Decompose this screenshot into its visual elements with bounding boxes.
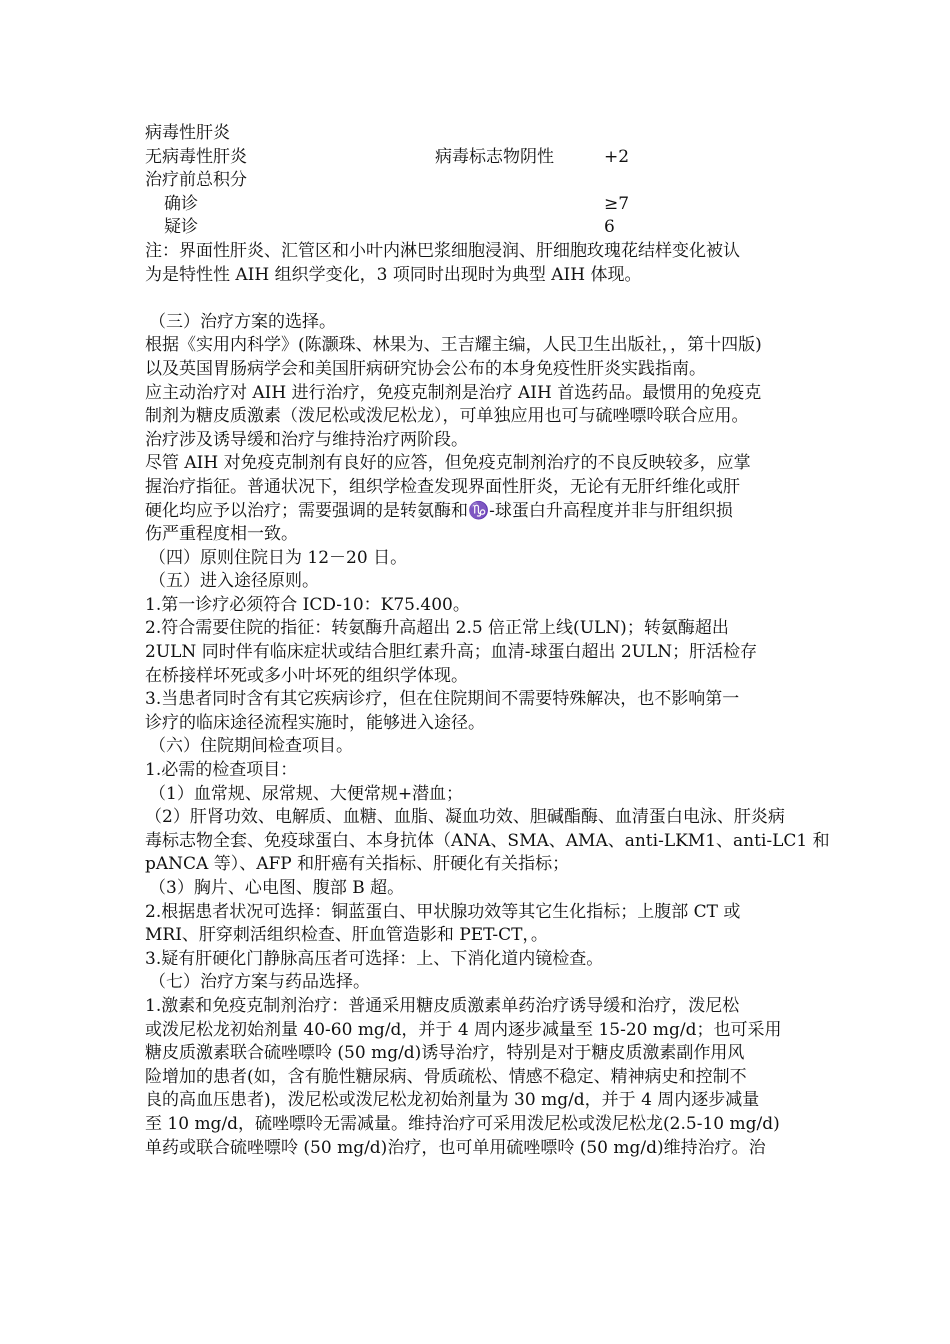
text-line: 诊疗的临床途径流程实施时，能够进入途径。 [145,712,485,733]
text-line: 治疗涉及诱导缓和治疗与维持治疗两阶段。 [145,429,468,450]
text-line: 3.疑有肝硬化门静脉高压者可选择：上、下消化道内镜检查。 [145,948,604,969]
text-line: 制剂为糖皮质激素（泼尼松或泼尼松龙），可单独应用也可与硫唑嘌呤联合应用。 [145,406,749,427]
text-line: 注：界面性肝炎、汇管区和小叶内淋巴浆细胞浸润、肝细胞玫瑰花结样变化被认 [145,240,740,261]
text-line: 2.符合需要住院的指征：转氨酶升高超出 2.5 倍正常上线(ULN)；转氨酶超出 [145,618,729,639]
score-item: 确诊 [164,193,198,214]
text-line: 1.第一诊疗必须符合 ICD-10：K75.400。 [145,594,470,615]
blank-line [145,287,809,311]
section-heading: （五）进入途径原则。 [149,571,319,592]
section-heading: （六）住院期间检查项目。 [149,736,353,757]
score-value: +2 [604,146,630,167]
section-heading: （七）治疗方案与药品选择。 [149,972,370,993]
body-text [145,240,830,1160]
text-line: MRI、肝穿刺活组织检查、肝血管造影和 PET-CT，。 [145,925,548,946]
text-line: 握治疗指征。普通状况下，组织学检查发现界面性肝炎，无论有无肝纤维化或肝 [145,476,740,497]
text-line: 根据《实用内科学》(陈灏珠、林果为、王吉耀主编，人民卫生出版社，，第十四版) [145,335,762,356]
text-line: 至 10 mg/d，硫唑嘌呤无需减量。维持治疗可采用泼尼松或泼尼松龙(2.5-10 mg/d) [145,1113,780,1134]
text-line: 1.激素和免疫克制剂治疗：普通采用糖皮质激素单药治疗诱导缓和治疗，泼尼松 [145,995,740,1016]
text-line: 险增加的患者(如，含有脆性糖尿病、骨质疏松、情感不稳定、精神病史和控制不 [145,1066,747,1087]
text-line: 2ULN 同时伴有临床症状或结合胆红素升高；血清-球蛋白超出 2ULN；肝活检存 [145,642,758,663]
score-row [145,146,809,170]
text-line: （3）胸片、心电图、腹部 B 超。 [149,878,405,898]
text-line: 糖皮质激素联合硫唑嘌呤 (50 mg/d)诱导治疗，特别是对于糖皮质激素副作用风 [145,1043,745,1064]
score-row [145,216,809,240]
text-line: 尽管 AIH 对免疫克制剂有良好的应答，但免疫克制剂治疗的不良反映较多，应掌 [145,453,751,474]
text-line: 良的高血压患者)，泼尼松或泼尼松龙初始剂量为 30 mg/d，并于 4 周内逐步减量 [145,1090,760,1111]
section-heading: （三）治疗方案的选择。 [149,311,336,332]
text-line: （2）肝肾功效、电解质、血糖、血脂、凝血功效、胆碱酯酶、血清蛋白电泳、肝炎病 [145,807,785,828]
text-line: 或泼尼松龙初始剂量 40-60 mg/d，并于 4 周内逐步减量至 15-20 mg/d；也可采用 [145,1019,782,1040]
score-item: 治疗前总积分 [145,170,247,191]
text-line: 单药或联合硫唑嘌呤 (50 mg/d)治疗，也可单用硫唑嘌呤 (50 mg/d)维持治疗。治 [145,1137,766,1158]
text-line: 为是特性性 AIH 组织学变化，3 项同时出现时为典型 AIH 体现。 [145,264,642,285]
document-page [145,122,830,1160]
text-line: 应主动治疗对 AIH 进行治疗，免疫克制剂是治疗 AIH 首选药品。最惯用的免疫克 [145,382,762,403]
text-line: 毒标志物全套、免疫球蛋白、本身抗体（ANA、SMA、AMA、anti-LKM1、anti-LC1 和 [145,830,830,851]
score-row [145,193,809,217]
score-row [145,169,809,193]
score-item: 疑诊 [164,217,198,238]
text-line: 以及英国胃肠病学会和美国肝病研究协会公布的本身免疫性肝炎实践指南。 [145,358,706,379]
text-line: 伤严重程度相一致。 [145,524,298,545]
score-value: 6 [604,217,615,238]
score-item: 病毒性肝炎 [145,123,230,143]
text-line: 1.必需的检查项目： [145,760,298,781]
text-line: 在桥接样坏死或多小叶坏死的组织学体现。 [145,665,468,686]
text-line: （1）血常规、尿常规、大便常规+潜血； [149,783,464,804]
text-line: pANCA 等）、AFP 和肝癌有关指标、肝硬化有关指标； [145,854,570,875]
score-value: ≥7 [604,193,630,214]
section-heading: （四）原则住院日为 12－20 日。 [149,547,408,568]
text-line: 2.根据患者状况可选择：铜蓝蛋白、甲状腺功效等其它生化指标；上腹部 CT 或 [145,901,741,922]
text-line: 3.当患者同时含有其它疾病诊疗，但在住院期间不需要特殊解决，也不影响第一 [145,689,740,710]
score-criterion: 病毒标志物阴性 [435,146,554,167]
score-row [145,122,809,146]
score-item: 无病毒性肝炎 [145,146,247,167]
score-table [145,122,809,240]
text-line: 硬化均应予以治疗；需要强调的是转氨酶和♑-球蛋白升高程度并非与肝组织损 [145,500,733,521]
